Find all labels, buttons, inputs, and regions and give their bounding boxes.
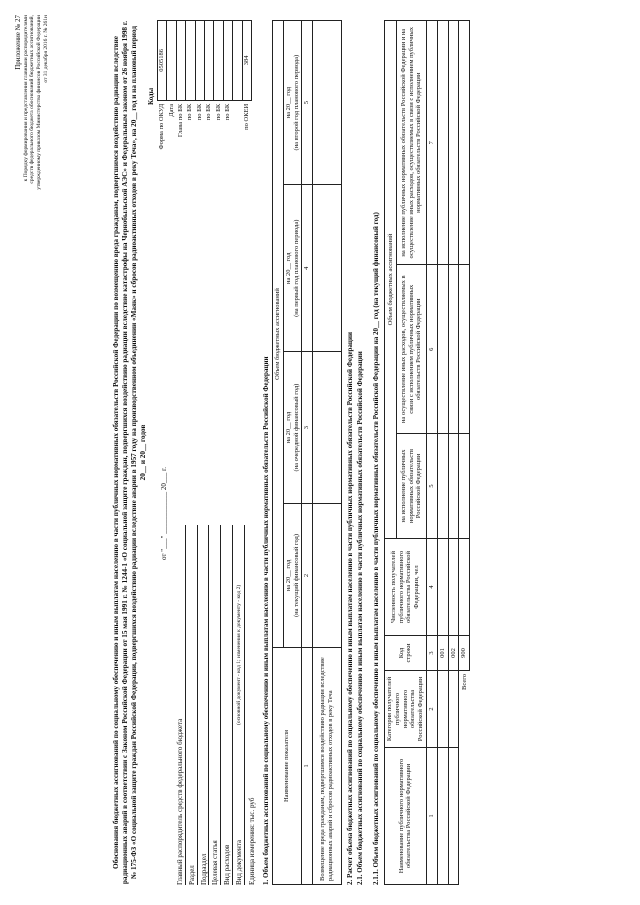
codes-label-bk3: по БК <box>205 103 213 121</box>
t2-col-count: Численность получателей публичного нормативного обязательства Российской Федерации, чел <box>385 539 427 636</box>
codes-value-bk3 <box>204 21 213 101</box>
s1-num-5: 5 <box>302 21 313 185</box>
s1-num-1: 1 <box>302 648 313 885</box>
section-211-table <box>384 20 470 885</box>
appendix-line-4: от 31 декабря 2016 г. № 261н <box>42 15 49 83</box>
t2-col-category: Категория получателей публичного нормативного обязательства Российской Федерации <box>385 671 427 748</box>
codes-table <box>157 20 252 335</box>
codes-label-bk5: по БК <box>224 103 232 121</box>
date-line: от "___" ____________ 20___ г. <box>160 466 168 560</box>
t2-code-001: 001 <box>437 636 448 671</box>
codes-value-okei: 384 <box>242 21 251 101</box>
codes-value-bk4 <box>214 21 223 101</box>
codes-label-okud: Форма по ОКУД <box>158 103 166 150</box>
section-1-heading: 1. Объем бюджетных ассигнований по социальному обеспечению и иным выплатам населению в части публичных нормативных обязательств Российской Федерации <box>262 356 270 885</box>
codes-label-okei: по ОКЕИ <box>242 103 250 130</box>
s1-cell-4 <box>313 21 342 185</box>
s1-cell-3 <box>313 185 342 352</box>
field-expense-type: Вид расходов <box>223 525 233 885</box>
s1-col-year2: на 20__ год (на очередной финансовый год) <box>283 352 302 504</box>
codes-value-okud: 0505186 <box>158 21 167 101</box>
codes-label-date: Дата <box>167 103 175 117</box>
codes-label-glava: Глава по БК <box>177 103 185 138</box>
codes-value-bk5 <box>223 21 232 101</box>
unit-line: Единица измерения: тыс. руб <box>248 797 256 885</box>
s1-num-2: 2 <box>302 503 313 647</box>
appendix-line-3: утвержденному приказом Министерства финансов Российской Федерации <box>35 15 42 190</box>
t2-num-6: 6 <box>426 265 437 434</box>
field-document-type: Вид документа <box>235 525 245 885</box>
codes-label-bk4: по БК <box>214 103 222 121</box>
field-section: Раздел <box>188 525 198 885</box>
codes-value-bk2 <box>195 21 204 101</box>
s1-group-header: Объем бюджетных ассигнований <box>273 21 284 648</box>
codes-heading: Коды <box>147 87 155 105</box>
s1-col-name: Наименование показателя <box>273 648 302 885</box>
t2-num-2: 2 <box>426 671 437 748</box>
doc-type-hint: (основной документ - код 1; изменения к документу - код 2) <box>236 584 242 725</box>
field-target: Целевая статья <box>211 525 221 885</box>
codes-label-bk1: по БК <box>186 103 194 121</box>
t2-group-header: Объем бюджетных ассигнований <box>385 21 397 539</box>
codes-label-bk2: по БК <box>195 103 203 121</box>
t2-num-4: 4 <box>426 539 437 636</box>
table-row <box>437 21 448 885</box>
appendix-line-1: к Порядку формирования и представления главными распорядителями <box>22 15 29 182</box>
section-2-heading: 2. Расчет объема бюджетных ассигнований по социальному обеспечению и иным выплатам населению в части публичных нормативных обязательств Российской Федерации <box>346 331 354 885</box>
s1-num-4: 4 <box>302 185 313 352</box>
appendix-line-2: средств федерального бюджета обоснований бюджетных ассигнований, <box>29 15 36 184</box>
codes-blank-label <box>233 100 242 335</box>
document-title: Обоснования бюджетных ассигнований по социальному обеспечению и иным выплатам населению в части публичных нормативных обязательств Российской Федерации по возмещению вреда гражданам, подвергшимся воздействию радиации вследствие радиационных аварий в соответствии с Законом Российской Федерации от 15 мая 1991 г. № 1244-1 «О социальной защите граждан, подвергшихся воздействию радиации вследствие катастрофы на Чернобыльской АЭС» и Федеральным законом от 26 ноября 1998 г. № 175-ФЗ «О социальной защите граждан Российской Федерации, подвергшихся воздействию радиации вследствие аварии в 1957 году на производственном объединении «Маяк» и сбросов радиоактивных отходов в реку Теча», на 20__ год и на плановый период 20__ и 20__ годов <box>112 20 147 885</box>
codes-value-date <box>167 21 176 101</box>
s1-cell-2 <box>313 352 342 504</box>
s1-col-year4: на 20__ год (на второй год планового периода) <box>283 21 302 185</box>
t2-col-exec: на исполнение публичных нормативных обязательств Российской Федерации <box>397 434 427 539</box>
section-21-heading: 2.1. Объем бюджетных ассигнований по социальному обеспечению и иным выплатам населению в части публичных нормативных обязательств Российской Федерации <box>356 351 364 885</box>
s1-row-label: Возмещение вреда гражданам, подвергшимся воздействию радиации вследствие радиационных аварий и сбросов радиоактивных отходов в реку Теча <box>313 648 342 885</box>
t2-col-exec-other: на осуществление иных расходов, осуществляемых в связи с исполнением публичных нормативных обязательств Российской Федерации <box>397 265 427 434</box>
t2-num-7: 7 <box>426 21 437 265</box>
s1-col-year3: на 20__ год (на первый год планового периода) <box>283 185 302 352</box>
appendix-header <box>14 15 49 285</box>
t2-code-900: 900 <box>459 636 470 671</box>
codes-value-bk1 <box>186 21 195 101</box>
t2-col-code: Код строки <box>385 636 427 671</box>
section-211-heading: 2.1.1. Объем бюджетных ассигнований по социальному обеспечению и иным выплатам населению в части публичных нормативных обязательств Российской Федерации на 20__ год (на текущий финансовый год) <box>372 212 380 885</box>
table-row <box>448 21 459 885</box>
table-row-total <box>459 21 470 885</box>
s1-col-year1: на 20__ год (на текущий финансовый год) <box>283 503 302 647</box>
codes-value-glava <box>176 21 185 101</box>
section-1-table <box>272 20 342 885</box>
t2-total-label: Всего <box>460 674 468 690</box>
appendix-number: Приложение № 27 <box>14 15 22 70</box>
t2-num-5: 5 <box>426 434 437 539</box>
s1-num-3: 3 <box>302 352 313 504</box>
codes-blank-value <box>233 21 242 101</box>
t2-col-other: на исполнение публичных нормативных обязательств Российской Федерации и на осуществление иных расходов, осуществляемых в связи с исполнением публичных нормативных обязательств Российской Федерации <box>397 21 427 265</box>
t2-code-002: 002 <box>448 636 459 671</box>
t2-num-3: 3 <box>426 636 437 671</box>
s1-cell-1 <box>313 503 342 647</box>
field-manager: Главный распорядитель средств федерального бюджета <box>176 525 186 885</box>
field-subsection: Подраздел <box>200 525 210 885</box>
t2-col-name: Наименование публичного нормативного обязательства Российской Федерации <box>385 748 427 885</box>
t2-num-1: 1 <box>426 748 437 885</box>
